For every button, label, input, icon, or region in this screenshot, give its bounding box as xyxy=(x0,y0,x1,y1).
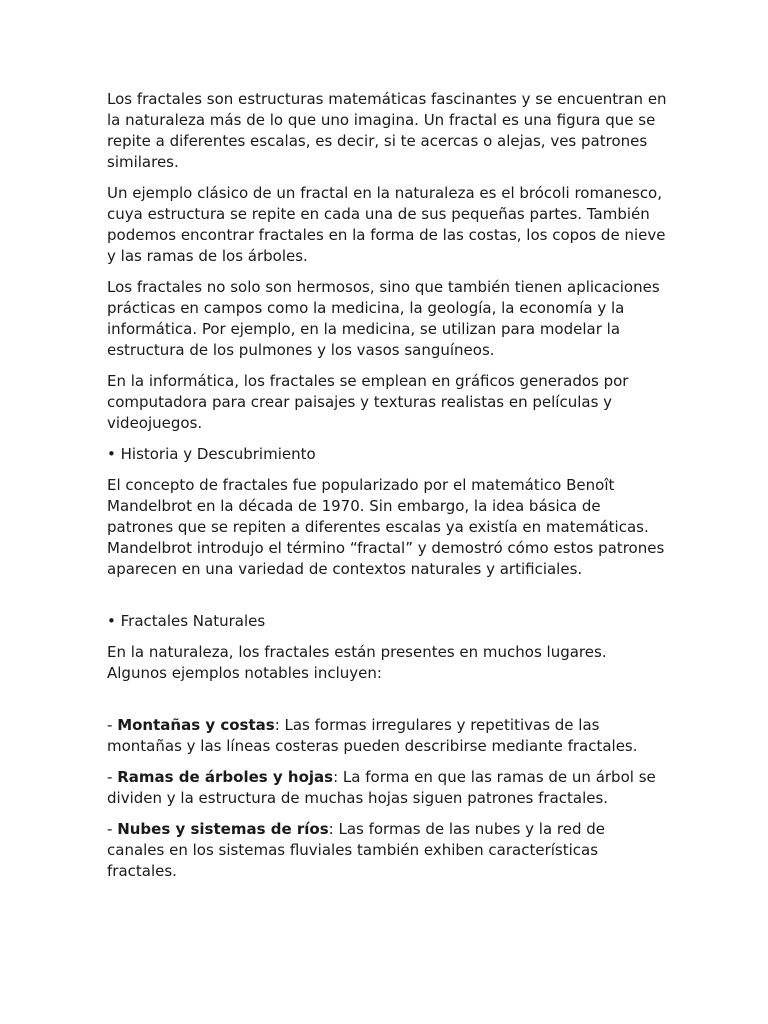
list-item-description: : Las formas irregulares y repetitivas de las montañas y las líneas costeras pueden describirse mediante fractales. xyxy=(107,716,638,755)
paragraph-example: Un ejemplo clásico de un fractal en la naturaleza es el brócoli romanesco, cuya estructura se repite en cada una de sus pequeñas partes. También podemos encontrar fractales en la forma de las costas, los copos de nieve y las ramas de los árboles. xyxy=(107,184,666,265)
document-page xyxy=(107,89,667,892)
list-item-term: Montañas y costas xyxy=(117,716,275,734)
list-item-prefix: - xyxy=(107,716,118,734)
list-item-prefix: - xyxy=(107,820,118,838)
list-item-term: Nubes y sistemas de ríos xyxy=(117,820,329,838)
paragraph-natural-intro: En la naturaleza, los fractales están presentes en muchos lugares. Algunos ejemplos notables incluyen: xyxy=(107,643,607,682)
paragraph-history: El concepto de fractales fue popularizado por el matemático Benoît Mandelbrot en la década de 1970. Sin embargo, la idea básica de patrones que se repiten a diferentes escalas ya existía en matemáticas. Mandelbrot introdujo el término “fractal” y demostró cómo estos patrones aparecen en una variedad de contextos naturales y artificiales. xyxy=(107,476,665,578)
list-item-term: Ramas de árboles y hojas xyxy=(117,768,334,786)
paragraph-applications: Los fractales no solo son hermosos, sino que también tienen aplicaciones prácticas en campos como la medicina, la geología, la economía y la informática. Por ejemplo, en la medicina, se utilizan para modelar la estructura de los pulmones y los vasos sanguíneos. xyxy=(107,278,660,359)
heading-history: • Historia y Descubrimiento xyxy=(107,445,316,463)
list-item-trees xyxy=(107,767,667,809)
list-item-description: : La forma en que las ramas de un árbol se dividen y la estructura de muchas hojas siguen patrones fractales. xyxy=(107,768,656,807)
paragraph-intro: Los fractales son estructuras matemáticas fascinantes y se encuentran en la naturaleza más de lo que uno imagina. Un fractal es una figura que se repite a diferentes escalas, es decir, si te acercas o alejas, ves patrones similares. xyxy=(107,90,667,171)
paragraph-computing: En la informática, los fractales se emplean en gráficos generados por computadora para crear paisajes y texturas realistas en películas y videojuegos. xyxy=(107,372,629,432)
list-item-mountains xyxy=(107,715,667,757)
heading-natural-fractals: • Fractales Naturales xyxy=(107,612,266,630)
list-item-description: : Las formas de las nubes y la red de canales en los sistemas fluviales también exhiben características fractales. xyxy=(107,820,606,880)
list-item-clouds-rivers xyxy=(107,819,667,882)
list-item-prefix: - xyxy=(107,768,118,786)
